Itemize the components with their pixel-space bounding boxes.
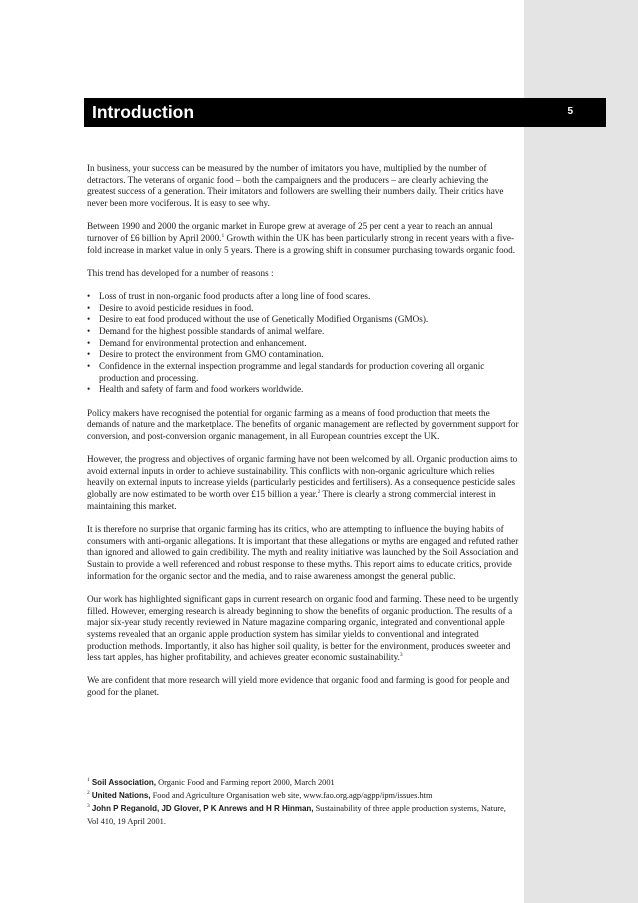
paragraph-7 (87, 594, 519, 664)
bullet-icon: • (87, 337, 91, 348)
footnote-author: John P Reganold, JD Glover, P K Anrews and H R Hinman, (91, 804, 314, 813)
footnote-1 (87, 776, 517, 789)
list-item (87, 303, 519, 315)
list-item (87, 326, 519, 338)
paragraph-2-text-b: Growth within the UK has been particularly strong in recent years with a five-fold increase in market value in only 5 years. There is a growing shift in consumer purchasing towards organic food. (87, 232, 516, 255)
footnote-2 (87, 789, 517, 802)
footnote-3 (87, 802, 517, 828)
footnote-author: United Nations, (91, 791, 151, 800)
paragraph-6: It is therefore no surprise that organic farming has its critics, who are attempting to influence the buying habits of consumers with anti-organic allegations. It is important that these allegations or myths are engaged and refuted rather than ignored and allowed to gain credibility. The myth and reality initiative was launched by the Soil Association and Sustain to provide a well referenced and robust response to these myths. This report aims to educate critics, provide information for the organic sector and the media, and to raise awareness amongst the general public. (87, 523, 519, 581)
paragraph-4: Policy makers have recognised the potential for organic farming as a means of food production that meets the demands of nature and the marketplace. The benefits of organic management are reflected by government support for conversion, and post-conversion organic management, in all European countries except the UK. (87, 407, 519, 441)
list-item-text: Desire to avoid pesticide residues in food. (99, 302, 254, 313)
footnotes (87, 776, 517, 828)
footnote-ref-1: 1 (221, 232, 225, 239)
body-text (87, 163, 519, 710)
bullet-icon: • (87, 290, 91, 301)
bullet-icon: • (87, 325, 91, 336)
page-number: 5 (567, 106, 573, 117)
list-item (87, 291, 519, 303)
paragraph-8: We are confident that more research will yield more evidence that organic food and farming is good for people and good for the planet. (87, 675, 510, 698)
list-item-text: Desire to eat food produced without the use of Genetically Modified Organisms (GMOs). (99, 314, 429, 325)
bullet-icon: • (87, 384, 91, 395)
list-item-text: Desire to protect the environment from GMO contamination. (99, 349, 324, 360)
list-item (87, 349, 519, 361)
footnote-number: 1 (87, 777, 90, 783)
page-margin-band (524, 0, 638, 903)
list-item-text: Demand for environmental protection and enhancement. (99, 337, 307, 348)
section-title: Introduction (92, 102, 195, 122)
footnote-text: Food and Agriculture Organisation web site, www.fao.org.agp/agpp/ipm/issues.htm (150, 791, 433, 800)
section-header-bar (84, 98, 606, 127)
paragraph-2 (87, 221, 519, 256)
list-item (87, 314, 519, 326)
footnote-number: 3 (87, 803, 90, 809)
footnote-ref-3: 3 (399, 652, 403, 659)
paragraph-5-text-b: There is clearly a strong commercial interest in maintaining this market. (87, 489, 496, 511)
list-item (87, 361, 519, 384)
paragraph-5 (87, 454, 519, 513)
bullet-icon: • (87, 361, 91, 372)
reasons-list (87, 291, 519, 396)
list-item (87, 384, 519, 396)
paragraph-7-text: Our work has highlighted significant gaps in current research on organic food and farming. These need to be urgently filled. However, emerging research is already beginning to show the benefits of organic production. The results of a major six-year study recently reviewed in Nature magazine comparing organic, integrated and conventional apple systems revealed that an organic apple production system has similar yields to conventional and integrated production methods. Importantly, it also has higher soil quality, is better for the environment, produces sweeter and less tart apples, has higher profitability, and achieves greater economic sustainability. (87, 593, 519, 663)
footnote-text: Organic Food and Farming report 2000, March 2001 (156, 778, 335, 787)
footnote-text: Sustainability of three apple production systems, Nature, Vol 410, 19 April 2001. (87, 804, 506, 826)
bullet-icon: • (87, 314, 91, 325)
footnote-number: 2 (87, 790, 90, 796)
paragraph-3: This trend has developed for a number of reasons : (87, 267, 274, 278)
list-item (87, 338, 519, 350)
footnote-author: Soil Association, (91, 778, 157, 787)
list-item-text: Health and safety of farm and food workers worldwide. (99, 384, 304, 395)
bullet-icon: • (87, 302, 91, 313)
paragraph-5-text-a: However, the progress and objectives of organic farming have not been welcomed by all. Organic production aims to avoid external inputs in order to achieve sustainability. This conflicts with non-organic agriculture which relies heavily on external inputs to increase yields (particularly pesticides and fertilisers). As a consequence pesticide sales globally are now estimated to be worth over £15 billion a year. (87, 454, 518, 500)
paragraph-2-text-a: Between 1990 and 2000 the organic market in Europe grew at average of 25 per cent a year to reach an annual turnover of £6 billion by April 2000. (87, 221, 493, 243)
footnote-ref-2: 2 (317, 489, 321, 496)
list-item-text: Demand for the highest possible standards of animal welfare. (99, 325, 325, 336)
list-item-text: Confidence in the external inspection programme and legal standards for production covering all organic production and processing. (99, 361, 485, 383)
paragraph-1: In business, your success can be measured by the number of imitators you have, multiplied by the number of detractors. The veterans of organic food – both the campaigners and the producers – are clearly achieving the greatest success of a generation. Their imitators and followers are swelling their numbers daily. Their critics have never been more vociferous. It is easy to see why. (87, 163, 504, 209)
bullet-icon: • (87, 349, 91, 360)
list-item-text: Loss of trust in non-organic food products after a long line of food scares. (99, 290, 371, 301)
